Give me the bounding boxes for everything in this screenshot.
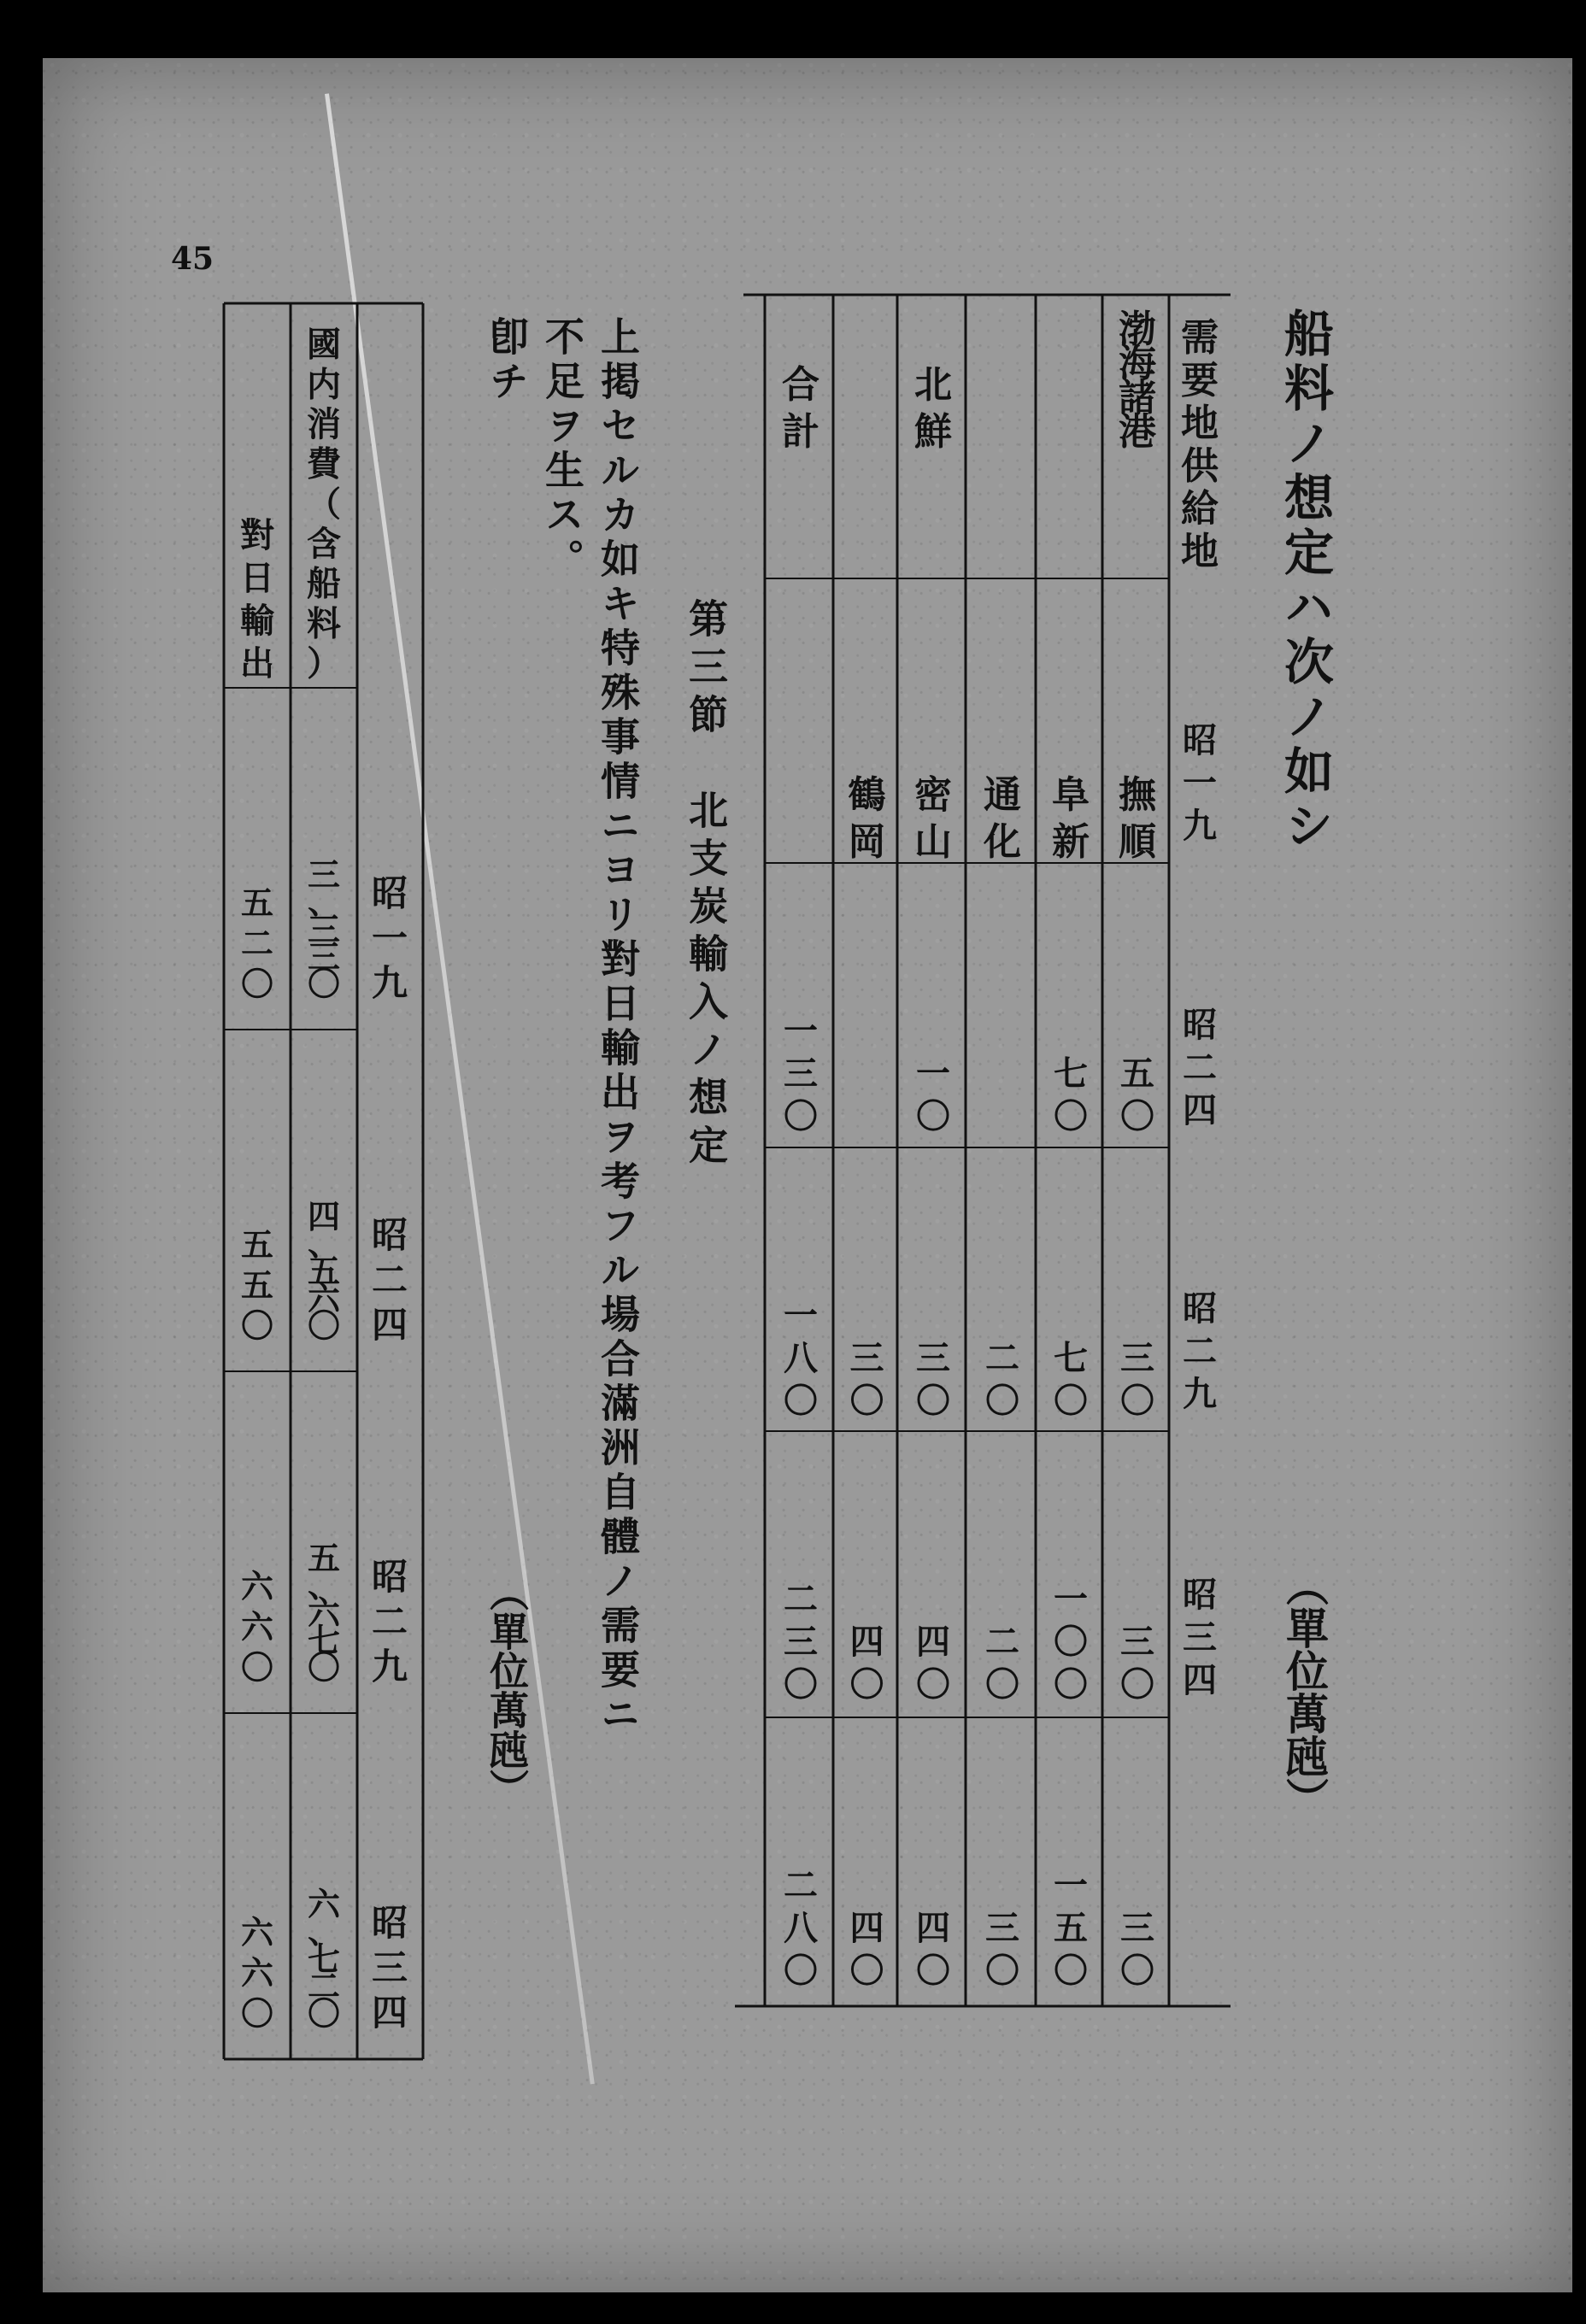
table1-row-place: 通化 bbox=[984, 773, 1021, 864]
table2-col-header: 昭二四 bbox=[371, 1214, 408, 1346]
table1-value-cell: 三〇 bbox=[1120, 1338, 1154, 1421]
table1-value-cell: 四〇 bbox=[916, 1622, 950, 1705]
table2-value-cell: 四、五六〇 bbox=[307, 1197, 341, 1345]
paragraph-line-2: 不足ヲ生ス。 bbox=[539, 316, 585, 583]
table2-col-header: 昭三四 bbox=[371, 1902, 408, 2034]
page-number: 45 bbox=[171, 241, 214, 277]
table1-value-cell: 四〇 bbox=[849, 1908, 884, 1991]
table1-col-header: 昭一九 bbox=[1183, 720, 1217, 846]
table1-value-cell: 二〇 bbox=[985, 1338, 1019, 1421]
table1-value-cell: 七〇 bbox=[1054, 1338, 1088, 1421]
table2-value-cell: 六六〇 bbox=[240, 1913, 274, 2033]
table2-value-cell: 五、六七〇 bbox=[307, 1539, 341, 1687]
table1-value-cell: 三〇 bbox=[985, 1908, 1019, 1991]
table1-row-group: 北鮮 bbox=[914, 363, 952, 454]
table2-col-header: 昭二九 bbox=[371, 1556, 408, 1687]
table1-value-cell: 三〇 bbox=[1120, 1622, 1154, 1705]
table1-value-cell: 四〇 bbox=[849, 1622, 884, 1705]
table1-value-cell: 二三〇 bbox=[784, 1579, 818, 1705]
table2-row-label: 對日輸出 bbox=[240, 515, 274, 684]
table1-value-cell: 一五〇 bbox=[1054, 1865, 1088, 1991]
table1-value-cell: 一〇 bbox=[916, 1053, 950, 1136]
table1-row-place: 密山 bbox=[914, 773, 952, 864]
unit-label: （單位萬瓲） bbox=[1279, 1564, 1330, 1820]
table1-value-cell: 三〇 bbox=[849, 1338, 884, 1421]
table1-value-cell: 五〇 bbox=[1120, 1053, 1154, 1136]
table1-row-place: 撫順 bbox=[1119, 773, 1156, 864]
table1-row-group: 合計 bbox=[782, 363, 819, 454]
table1-value-cell: 三〇 bbox=[916, 1338, 950, 1421]
table1-header: 需要地供給地 bbox=[1181, 316, 1219, 573]
heading: 船料ノ想定ハ次ノ如シ bbox=[1276, 308, 1334, 854]
table1-row-group: 渤海諸港 bbox=[1119, 308, 1156, 454]
table1-col-header: 昭二九 bbox=[1183, 1288, 1217, 1414]
paragraph-line-3: 卽チ bbox=[484, 316, 530, 405]
paragraph-line-1: 上掲セルカ如キ特殊事情ニヨリ對日輸出ヲ考フル場合滿洲自體ノ需要ニ bbox=[595, 316, 641, 1738]
table2-row-label: 國内消費（含船料） bbox=[307, 324, 341, 684]
table2-value-cell: 六、七二〇 bbox=[307, 1885, 341, 2033]
table1-col-header: 昭二四 bbox=[1183, 1005, 1217, 1130]
table1-value-cell: 二〇 bbox=[985, 1622, 1019, 1705]
table1-value-cell: 一〇〇 bbox=[1054, 1579, 1088, 1705]
table1-value-cell: 七〇 bbox=[1054, 1053, 1088, 1136]
table2-col-header: 昭一九 bbox=[371, 872, 408, 1004]
table2-value-cell: 五五〇 bbox=[240, 1225, 274, 1345]
table1-value-cell: 一八〇 bbox=[784, 1295, 818, 1421]
table2-value-cell: 三、三三〇 bbox=[307, 855, 341, 1003]
table2-value-cell: 五二〇 bbox=[240, 883, 274, 1003]
table1-col-header: 昭三四 bbox=[1183, 1575, 1217, 1700]
table1-value-cell: 三〇 bbox=[1120, 1908, 1154, 1991]
table2-value-cell: 六六〇 bbox=[240, 1567, 274, 1687]
table1-value-cell: 一三〇 bbox=[784, 1011, 818, 1136]
table1-value-cell: 二八〇 bbox=[784, 1865, 818, 1991]
table1-value-cell: 四〇 bbox=[916, 1908, 950, 1991]
table1-row-place: 阜新 bbox=[1052, 773, 1090, 864]
unit-label-2: （單位萬瓲） bbox=[484, 1572, 530, 1808]
table1-row-place: 鶴岡 bbox=[848, 773, 886, 864]
section-title: 第三節 北支炭輸入ノ想定 bbox=[683, 598, 729, 1172]
